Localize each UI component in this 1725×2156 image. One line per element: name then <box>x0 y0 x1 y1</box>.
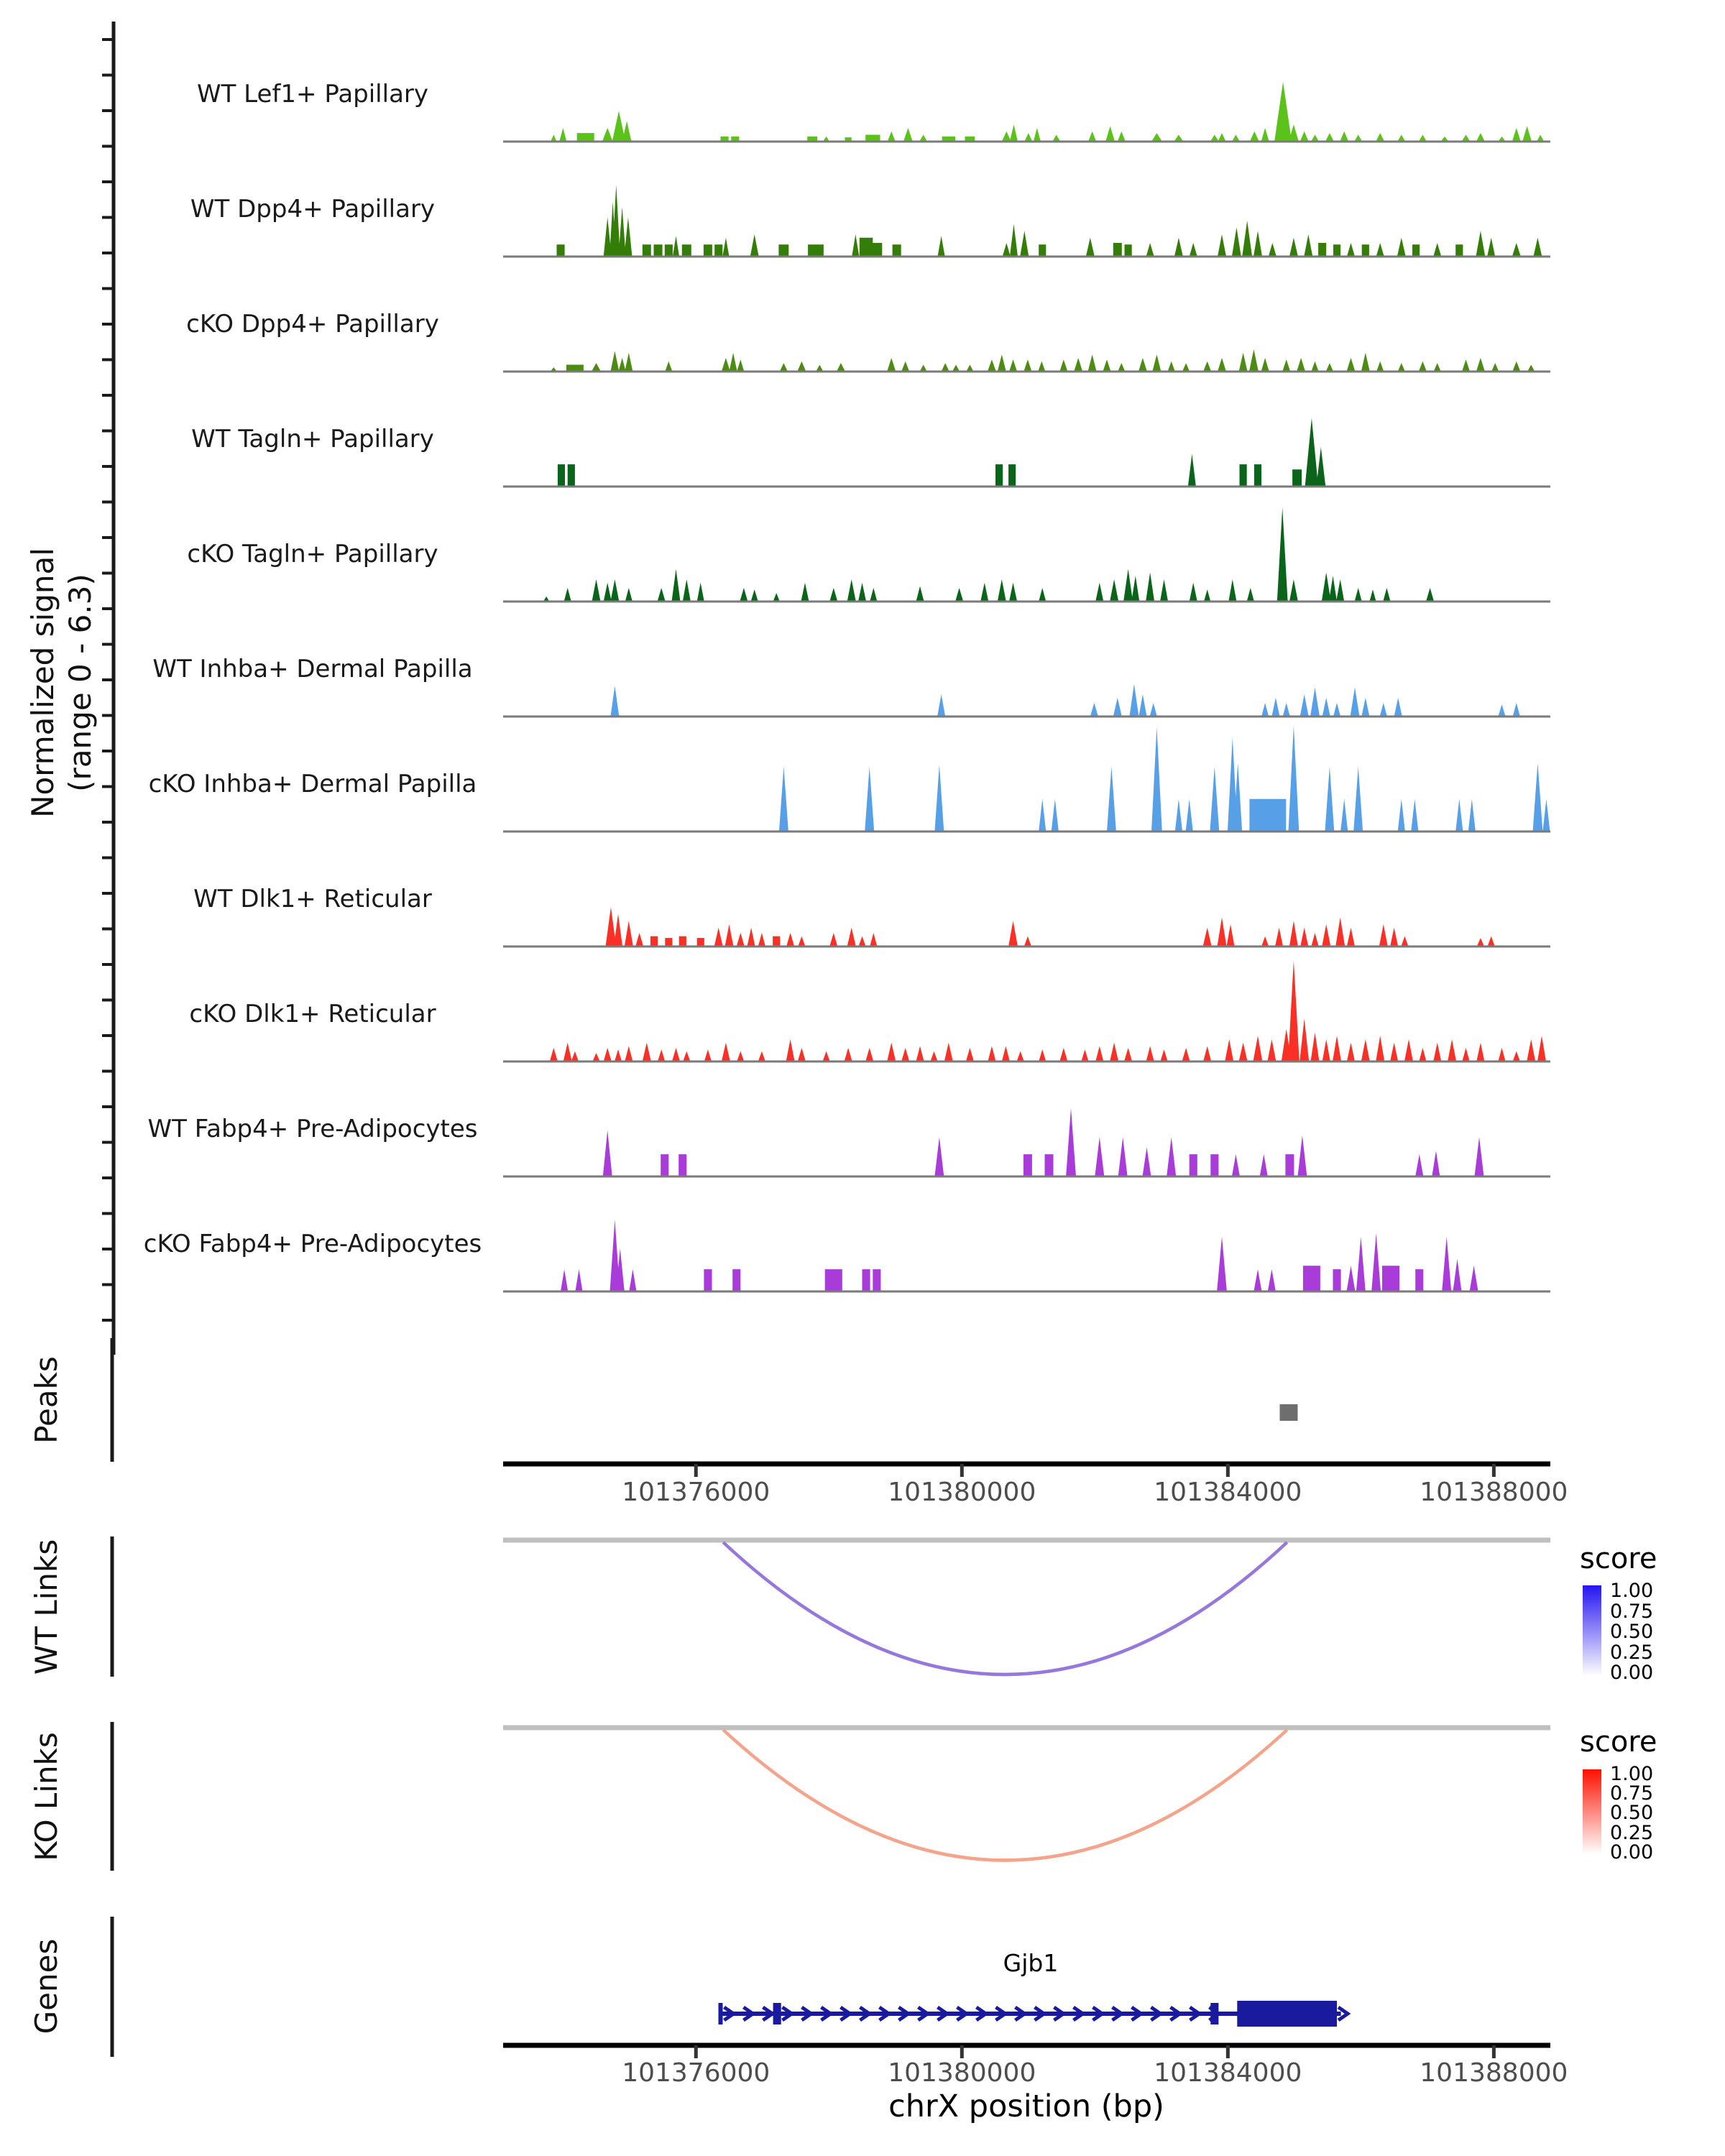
genes-axis-tick-label: 101388000 <box>1420 2058 1568 2088</box>
track-label-3: cKO Dpp4+ Papillary <box>186 310 439 338</box>
gene-start-bar <box>719 2003 723 2024</box>
genes-axis-tick-label: 101376000 <box>622 2058 770 2088</box>
signal-area-8 <box>606 907 1495 946</box>
y-axis-label-line1: Normalized signal <box>24 548 60 818</box>
signal-area-2 <box>557 185 1542 257</box>
track-label-8: WT Dlk1+ Reticular <box>193 885 432 913</box>
track-label-5: cKO Tagln+ Papillary <box>187 540 438 568</box>
peak-interval-box <box>1279 1404 1297 1421</box>
wt-score-legend-value: 0.25 <box>1610 1641 1654 1664</box>
signal-area-3 <box>551 349 1535 372</box>
ko-score-legend-title: score <box>1580 1726 1657 1759</box>
signal-area-1 <box>551 82 1544 142</box>
genes-track-label: Genes <box>28 1938 64 2035</box>
ko-score-legend-value: 0.50 <box>1610 1802 1654 1825</box>
peaks-axis-tick-label: 101384000 <box>1154 1478 1302 1507</box>
wt-score-legend-title: score <box>1580 1542 1657 1575</box>
signal-area-10 <box>603 1108 1484 1176</box>
track-label-1: WT Lef1+ Papillary <box>196 80 429 109</box>
signal-area-11 <box>561 1220 1478 1291</box>
signal-area-4 <box>558 418 1325 487</box>
signal-area-5 <box>543 507 1434 602</box>
gene-thick-exon <box>1237 2001 1337 2027</box>
signal-area-9 <box>550 961 1546 1061</box>
genes-axis-tick-label: 101384000 <box>1154 2058 1302 2088</box>
y-axis-label-line2: (range 0 - 6.3) <box>63 573 98 792</box>
peaks-axis-tick-label: 101388000 <box>1420 1478 1568 1507</box>
wt-score-legend-value: 1.00 <box>1610 1580 1654 1602</box>
peaks-track-label: Peaks <box>28 1356 64 1444</box>
ko-score-colorbar <box>1583 1769 1601 1854</box>
ko-score-legend-value: 0.00 <box>1610 1841 1654 1864</box>
ko-score-legend-value: 0.25 <box>1610 1821 1654 1844</box>
x-axis-title: chrX position (bp) <box>888 2088 1164 2124</box>
peaks-axis-tick-label: 101380000 <box>888 1478 1036 1507</box>
wt-links-track-label: WT Links <box>28 1539 64 1675</box>
gene-name-label: Gjb1 <box>1003 1949 1059 1977</box>
wt-score-colorbar <box>1583 1585 1601 1676</box>
wt-link-arc <box>723 1542 1287 1674</box>
track-label-7: cKO Inhba+ Dermal Papilla <box>148 770 477 798</box>
track-label-9: cKO Dlk1+ Reticular <box>189 1000 436 1028</box>
track-label-6: WT Inhba+ Dermal Papilla <box>152 655 473 683</box>
signal-area-7 <box>779 725 1550 831</box>
ko-link-arc <box>723 1730 1287 1861</box>
ko-links-track-label: KO Links <box>28 1732 64 1861</box>
genes-axis-tick-label: 101380000 <box>888 2058 1036 2088</box>
ko-score-legend-value: 0.75 <box>1610 1782 1654 1805</box>
wt-score-legend-value: 0.50 <box>1610 1621 1654 1643</box>
signal-area-6 <box>610 684 1519 717</box>
track-label-11: cKO Fabp4+ Pre-Adipocytes <box>143 1230 482 1258</box>
track-label-2: WT Dpp4+ Papillary <box>190 195 436 224</box>
wt-score-legend-value: 0.00 <box>1610 1662 1654 1684</box>
track-label-4: WT Tagln+ Papillary <box>191 425 434 453</box>
ko-score-legend-value: 1.00 <box>1610 1763 1654 1785</box>
peaks-axis-tick-label: 101376000 <box>622 1478 770 1507</box>
wt-score-legend-value: 0.75 <box>1610 1600 1654 1623</box>
track-label-10: WT Fabp4+ Pre-Adipocytes <box>147 1115 478 1143</box>
